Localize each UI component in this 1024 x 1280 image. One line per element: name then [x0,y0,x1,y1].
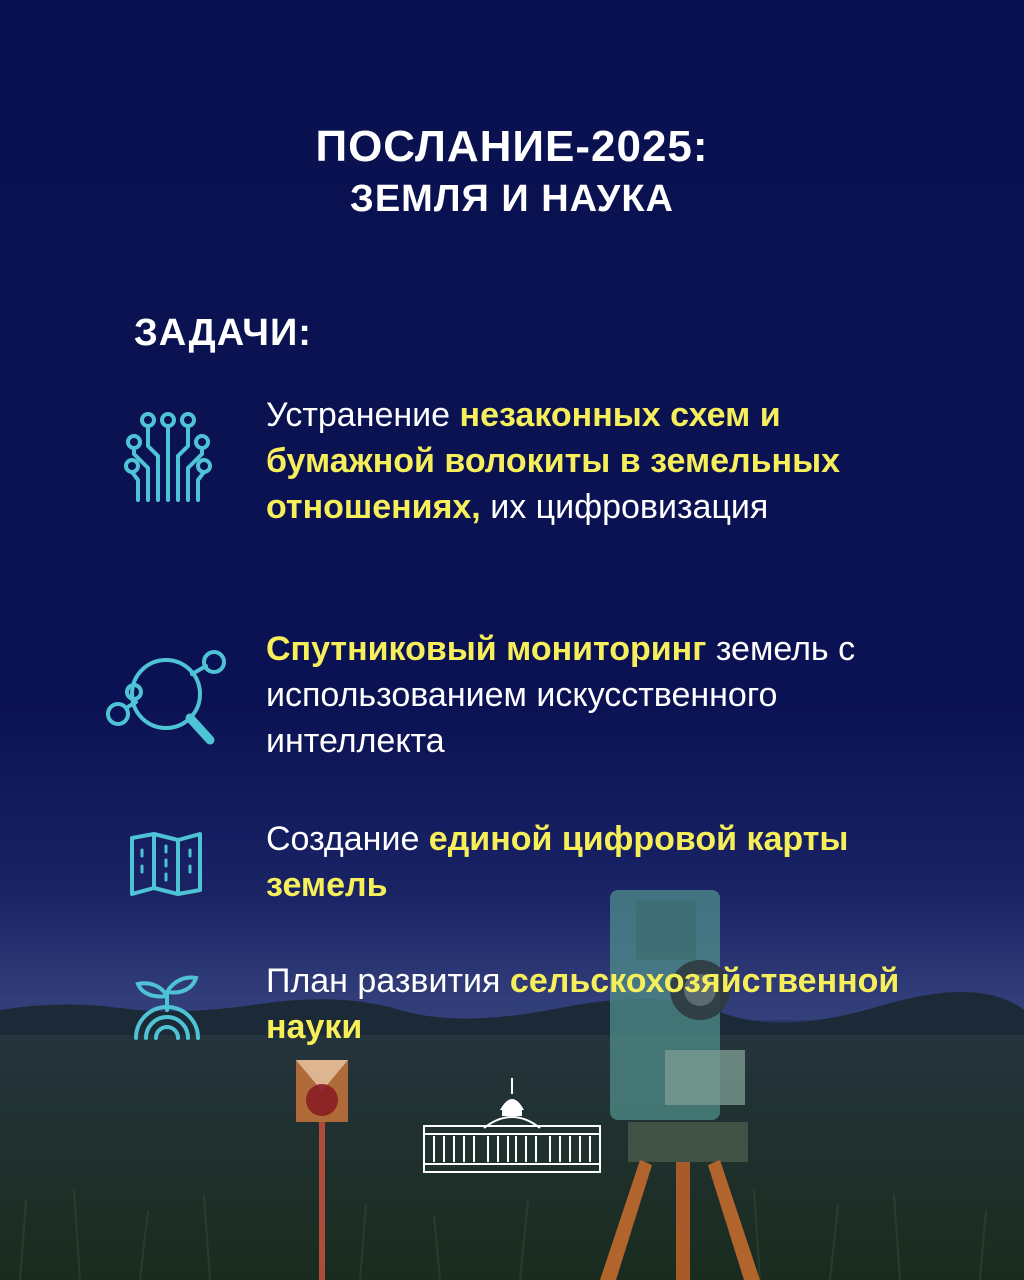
page-title: ПОСЛАНИЕ-2025: [315,122,709,171]
akorda-building-logo [420,1076,604,1181]
task-highlight: сельскохозяйственной науки [266,962,900,1046]
task-text: План развития [266,962,510,1000]
task-agri-science [266,958,956,1050]
task-text: их цифровизация [480,488,769,526]
circuit-icon [120,410,216,506]
task-highlight: незаконных схем и бумажной волокиты в земельных отношениях, [266,396,841,526]
tasks-heading: ЗАДАЧИ: [134,312,312,354]
sprout-icon [130,970,204,1040]
satellite-search-icon [104,646,228,750]
task-digital-map [266,816,956,908]
task-highlight: единой цифровой карты земель [266,820,849,904]
task-digitalization [266,392,956,530]
task-text: земель с использованием искусственного интеллекта [266,630,856,760]
task-highlight: Спутниковый мониторинг [266,630,707,668]
page-subtitle: ЗЕМЛЯ И НАУКА [350,178,674,220]
task-satellite-monitoring [266,626,956,764]
task-text: Создание [266,820,429,858]
map-icon [128,830,204,898]
task-text: Устранение [266,396,460,434]
